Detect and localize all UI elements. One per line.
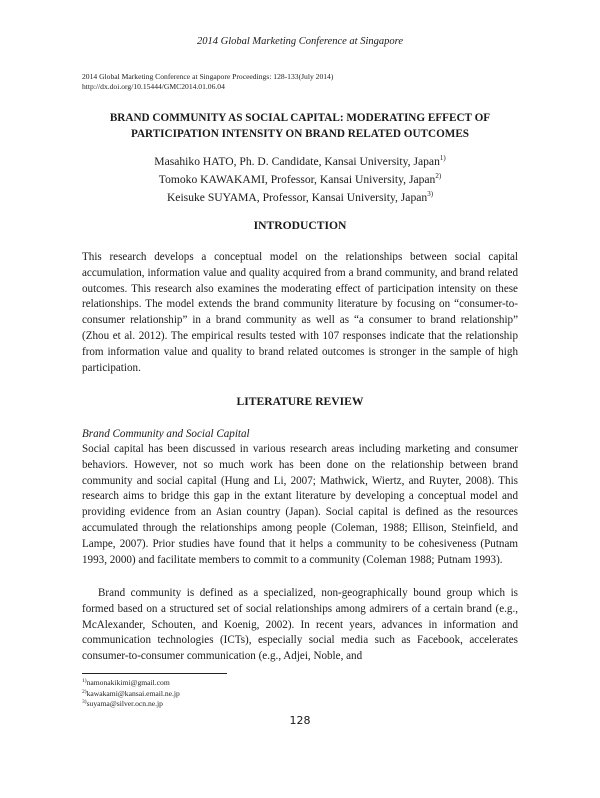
footnote — [82, 678, 382, 689]
citation-line: 2014 Global Marketing Conference at Singapore Proceedings: 128-133(July 2014) — [82, 72, 334, 81]
author-name: Keisuke SUYAMA, Professor, Kansai University, Japan — [166, 191, 428, 204]
footnote — [82, 689, 382, 700]
footnote-email: namonakikimi@gmail.com — [86, 678, 170, 687]
footnote-mark: 3) — [82, 699, 87, 705]
doi-link[interactable]: http://dx.doi.org/10.15444/GMC2014.01.06.04 — [82, 82, 225, 91]
section-heading-literature-review: LITERATURE REVIEW — [236, 395, 364, 408]
footnote-mark: 2) — [435, 172, 442, 180]
subsection-heading: Brand Community and Social Capital — [82, 428, 250, 440]
title-line: PARTICIPATION INTENSITY ON BRAND RELATED OUTCOMES — [130, 128, 470, 140]
page-number: 128 — [289, 714, 311, 727]
introduction-paragraph: This research develops a conceptual model on the relationships between social capital accumulation, information value and quality acquired from a brand community, and brand related outcomes. This research also examines the moderating effect of participation intensity on these relationships. The model extends the brand community literature by focusing on “consumer-to-consumer relationship” in a brand community as well as “a consumer to brand relationship” (Zhou et al. 2012). The empirical results tested with 107 responses indicate that the relationship from information value and quality to brand related outcomes is stronger in the sample of high participation. — [82, 251, 518, 374]
footnote-mark: 3) — [427, 190, 434, 198]
footnote-mark: 1) — [439, 154, 446, 162]
footnotes — [82, 678, 382, 710]
title-line: BRAND COMMUNITY AS SOCIAL CAPITAL: MODERATING EFFECT OF — [109, 112, 491, 124]
literature-paragraph: Social capital has been discussed in various research areas including marketing and consumer behaviors. However, not so much work has been done on the relationship between brand community and social capital (Hung and Li, 2007; Mathwick, Wiertz, and Ruyter, 2008). This research aims to bridge this gap in the extant literature by developing a conceptual model and providing evidence from an Asian country (Japan). Social capital is defined as the resources accumulated through the relationships among people (Coleman, 1988; Ellison, Steinfield, and Lampe, 2007). Prior studies have found that it helps a community to be cohesiveness (Putnam 1993, 2000) and facilitate members to commit to a community (Coleman 1988; Putnam 1993). — [82, 443, 518, 566]
author-list — [70, 153, 530, 207]
footnote-email: suyama@silver.ocn.ne.jp — [86, 699, 163, 708]
footnote — [82, 699, 382, 710]
footnote-mark: 1) — [82, 678, 87, 684]
author-name: Tomoko KAWAKAMI, Professor, Kansai University, Japan — [158, 173, 436, 186]
author-name: Masahiko HATO, Ph. D. Candidate, Kansai University, Japan — [154, 155, 440, 168]
footnote-email: kawakami@kansai.email.ne.jp — [86, 688, 180, 698]
author-line — [70, 153, 530, 171]
paper-title — [70, 110, 530, 142]
footnote-mark: 2) — [82, 688, 87, 695]
author-line — [70, 171, 530, 189]
section-heading-introduction: INTRODUCTION — [253, 219, 347, 232]
citation-block — [82, 72, 522, 92]
literature-paragraph: Brand community is defined as a specialized, non-geographically bound group which is formed based on a structured set of social relationships among admirers of a certain brand (e.g., McAlexander, Schouten, and Koenig, 2002). In recent years, advances in information and communication technologies (ICTs), especially social media such as Facebook, accelerates consumer-to-consumer communication (e.g., Adjei, Noble, and — [82, 587, 518, 663]
author-line — [70, 189, 530, 207]
running-head: 2014 Global Marketing Conference at Singapore — [197, 36, 403, 47]
footnote-divider — [82, 673, 227, 674]
